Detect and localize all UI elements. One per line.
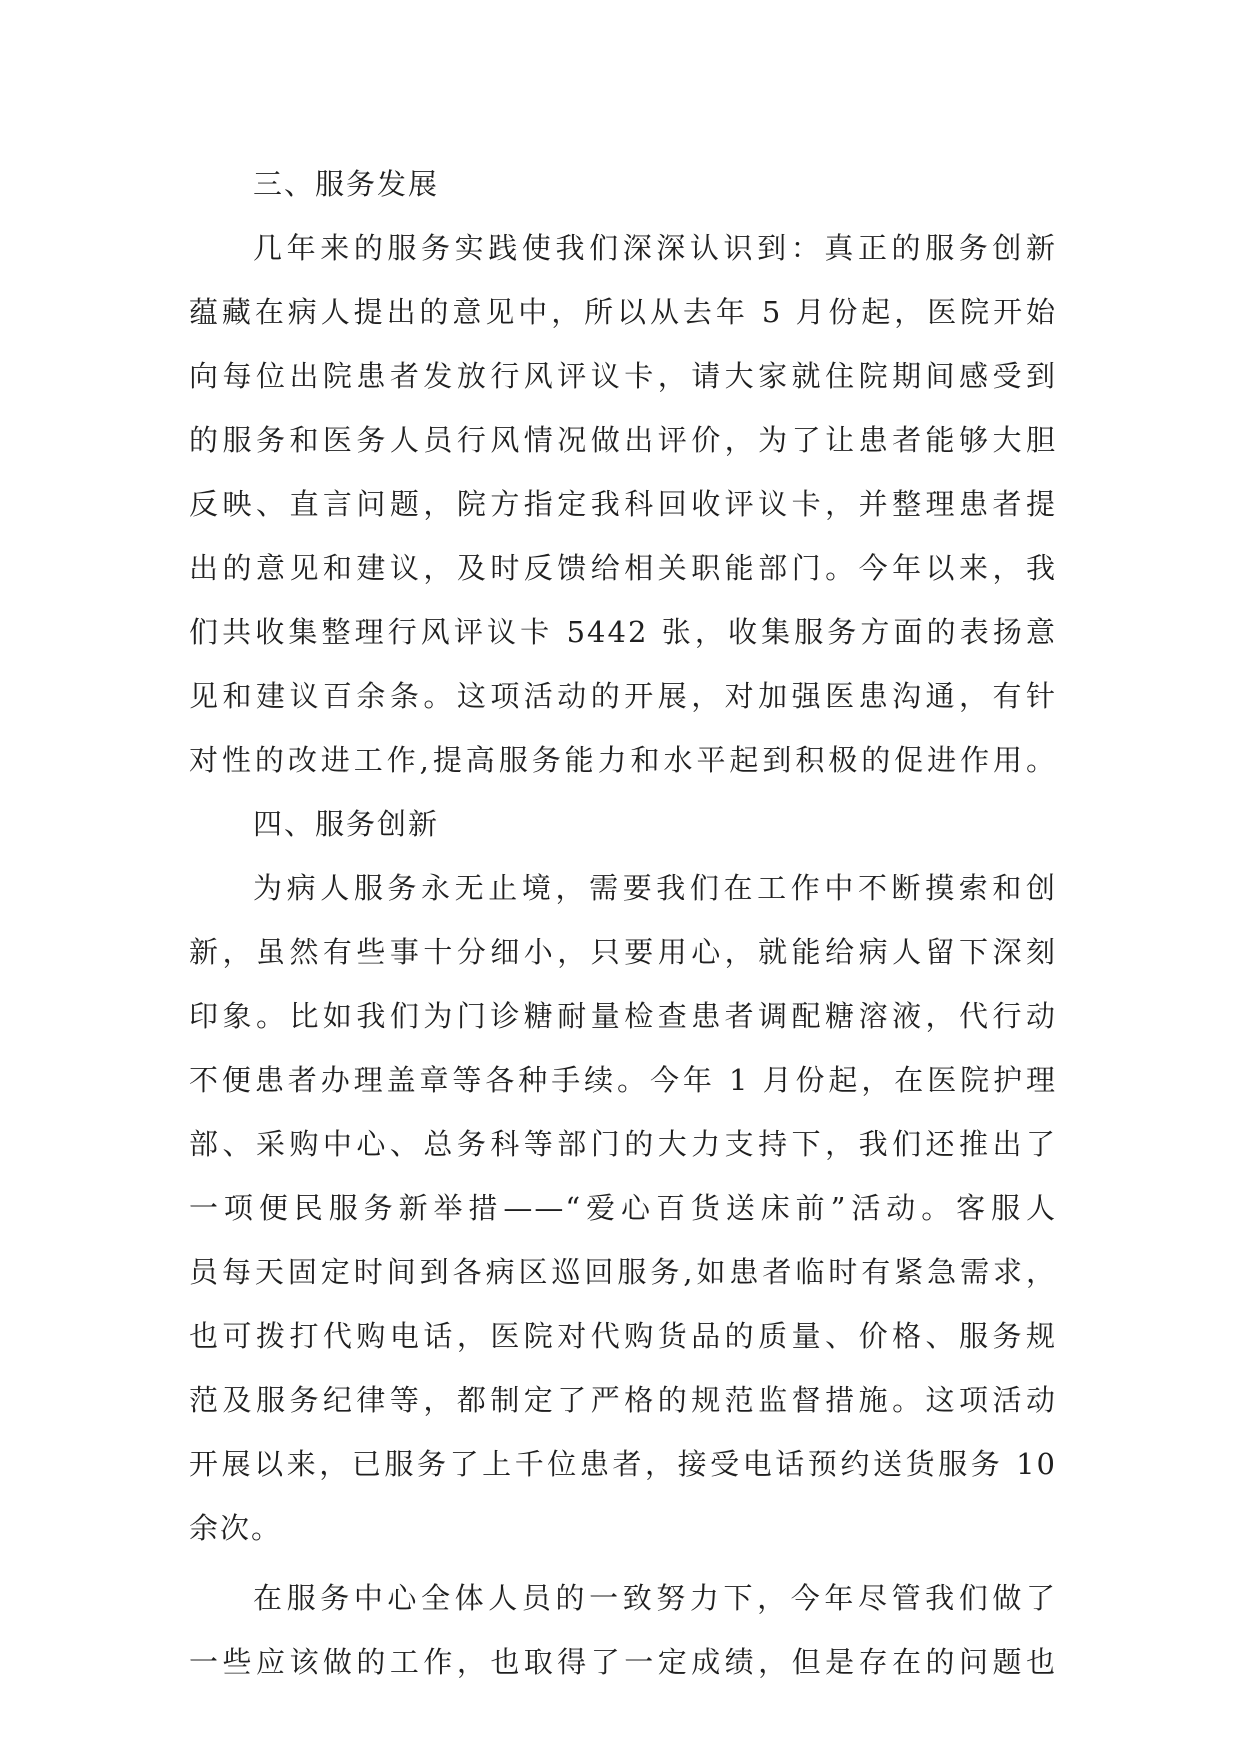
paragraph-closing xyxy=(189,1566,1057,1694)
text-line: 为病人服务永无止境，需要我们在工作中不断摸索和创 xyxy=(253,871,1057,905)
text-line: 范及服务纪律等，都制定了严格的规范监督措施。这项活动 xyxy=(189,1383,1057,1417)
text-line: 几年来的服务实践使我们深深认识到：真正的服务创新 xyxy=(253,231,1057,265)
text-line: 部、采购中心、总务科等部门的大力支持下，我们还推出了 xyxy=(189,1127,1057,1161)
text-line: 不便患者办理盖章等各种手续。今年 1 月份起，在医院护理 xyxy=(189,1063,1057,1097)
text-line: 员每天固定时间到各病区巡回服务,如患者临时有紧急需求， xyxy=(189,1255,1057,1289)
section-heading-service-development: 三、服务发展 xyxy=(253,167,440,201)
text-line: 蕴藏在病人提出的意见中，所以从去年 5 月份起，医院开始 xyxy=(189,295,1057,329)
text-line: 出的意见和建议，及时反馈给相关职能部门。今年以来，我 xyxy=(189,551,1057,585)
section-heading-service-innovation: 四、服务创新 xyxy=(253,807,440,841)
text-line: 向每位出院患者发放行风评议卡，请大家就住院期间感受到 xyxy=(189,359,1057,393)
document-body xyxy=(189,152,1057,1694)
text-line: 一项便民服务新举措——“爱心百货送床前”活动。客服人 xyxy=(189,1191,1057,1225)
text-line: 开展以来，已服务了上千位患者，接受电话预约送货服务 10 xyxy=(189,1447,1057,1481)
text-line: 余次。 xyxy=(189,1511,283,1545)
paragraph-service-innovation xyxy=(189,856,1057,1560)
text-line: 们共收集整理行风评议卡 5442 张，收集服务方面的表扬意 xyxy=(189,615,1057,649)
text-line: 印象。比如我们为门诊糖耐量检查患者调配糖溶液，代行动 xyxy=(189,999,1057,1033)
text-line: 对性的改进工作,提高服务能力和水平起到积极的促进作用。 xyxy=(189,743,1057,777)
text-line: 在服务中心全体人员的一致努力下，今年尽管我们做了 xyxy=(253,1581,1057,1615)
text-line: 反映、直言问题，院方指定我科回收评议卡，并整理患者提 xyxy=(189,487,1057,521)
text-line: 也可拨打代购电话，医院对代购货品的质量、价格、服务规 xyxy=(189,1319,1057,1353)
text-line: 一些应该做的工作，也取得了一定成绩，但是存在的问题也 xyxy=(189,1645,1057,1679)
text-line: 的服务和医务人员行风情况做出评价，为了让患者能够大胆 xyxy=(189,423,1057,457)
text-line: 新，虽然有些事十分细小，只要用心，就能给病人留下深刻 xyxy=(189,935,1057,969)
text-line: 见和建议百余条。这项活动的开展，对加强医患沟通，有针 xyxy=(189,679,1057,713)
paragraph-service-development xyxy=(189,216,1057,792)
